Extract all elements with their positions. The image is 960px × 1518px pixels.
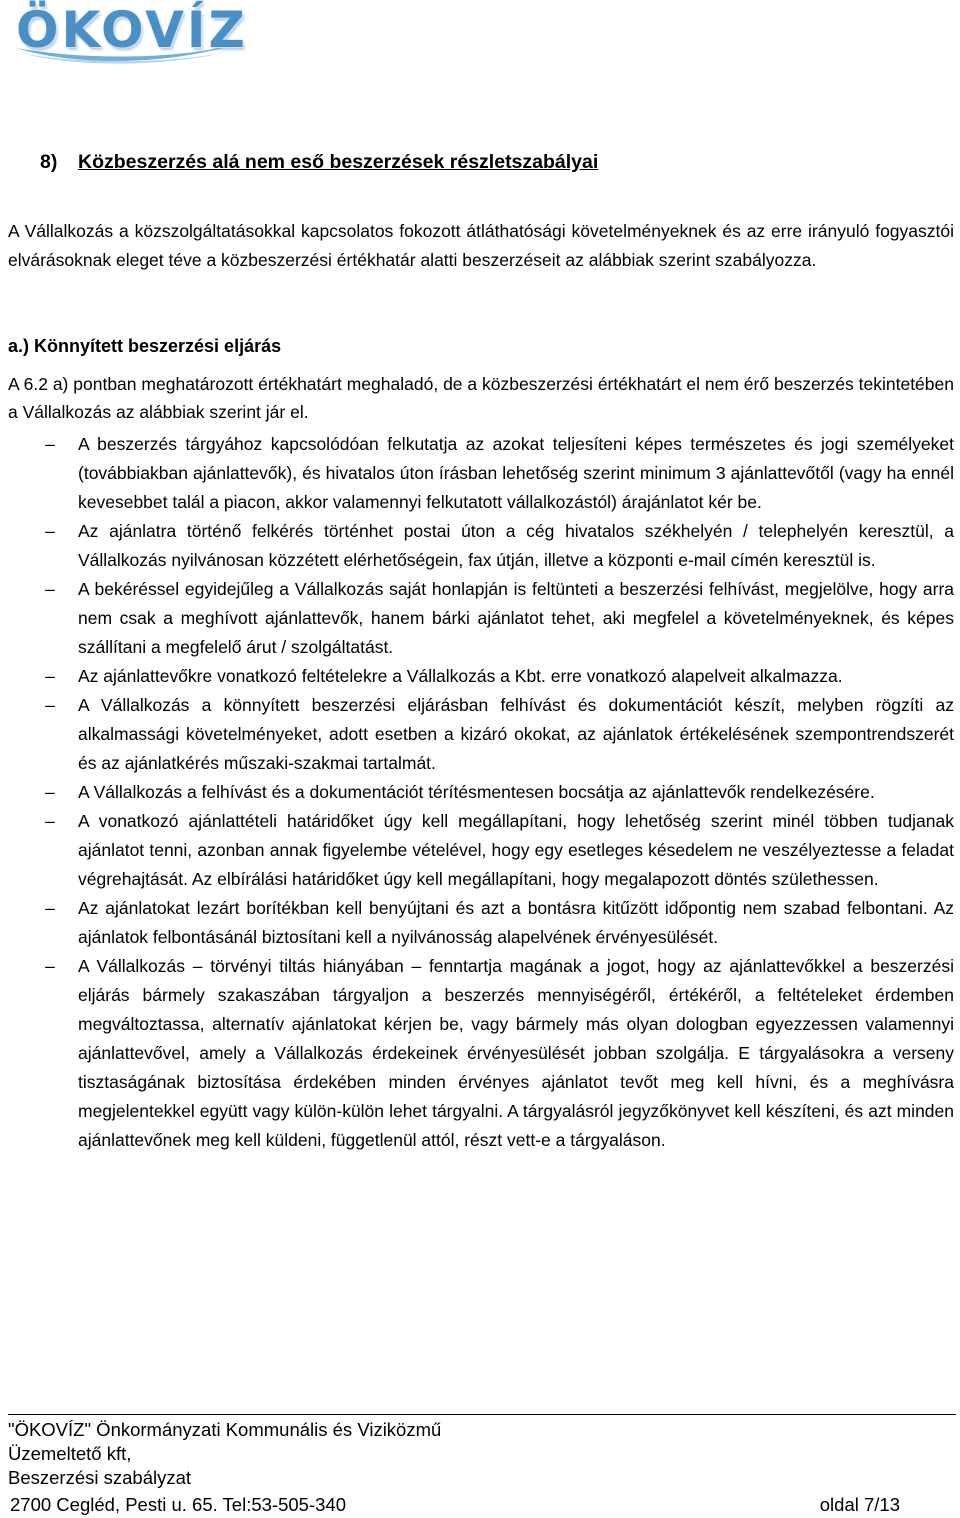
list-item-text: A Vállalkozás a könnyített beszerzési eljárásban felhívást és dokumentációt készít, melyben rögzíti az alkalmassági követelményeket, adott esetben a kizáró okokat, az ajánlatok értékelésének szempontrendszerét és az ajánlatkérés műszaki-szakmai tartalmát. (78, 695, 954, 773)
footer-company (8, 1418, 441, 1490)
procedure-list (0, 430, 960, 1155)
footer-address: 2700 Cegléd, Pesti u. 65. Tel:53-505-340 (10, 1494, 346, 1515)
list-item-text: A vonatkozó ajánlattételi határidőket úgy kell megállapítani, hogy lehetőség szerint minél többen tudjanak ajánlatot tenni, azonban annak figyelembe vételével, hogy egy esetleges késedelem ne veszélyeztesse a feladat végrehajtását. Az elbírálási határidőket úgy kell megállapítani, hogy megalapozott döntés születhessen. (78, 811, 954, 889)
list-item-text: A Vállalkozás a felhívást és a dokumentációt térítésmentesen bocsátja az ajánlattevők rendelkezésére. (78, 782, 875, 802)
list-item (0, 430, 954, 517)
logo-wordmark: ÖKOVÍZ (16, 1, 248, 59)
footer-company-name: "ÖKOVÍZ" Önkormányzati Kommunális és Viziközmű (8, 1419, 442, 1440)
list-item-text: A Vállalkozás – törvényi tiltás hiányában – fenntartja magának a jogot, hogy az ajánlattevőkkel a beszerzési eljárás bármely szakaszában tárgyaljon a beszerzés mennyiségéről, értékéről, a feltételeket érdemben megváltoztassa, alternatív ajánlatokat kérjen be, vagy bármely más olyan dologban egyezzessen valamennyi ajánlattevővel, amely a Vállalkozás érdekeinek érvényesülését jobban szolgálja. E tárgyalásokra a verseny tisztaságának biztosítása érdekében minden érvényes ajánlatot tevőt meg kell hívni, és a meghívásra megjelentekkel együtt vagy külön-külön lehet tárgyalni. A tárgyalásról jegyzőkönyvet kell készíteni, és azt minden ajánlattevőnek meg kell küldeni, függetlenül attól, részt vett-e a tárgyaláson. (78, 956, 954, 1150)
list-item-text: Az ajánlatokat lezárt borítékban kell benyújtani és azt a bontásra kitűzött időpontig nem szabad felbontani. Az ajánlatok felbontásánál biztosítani kell a nyilvánosság alapelvének érvényesülését. (78, 898, 954, 947)
footer-company-name-cont: Üzemeltető kft, (8, 1443, 132, 1464)
list-dash-marker: – (45, 666, 55, 686)
subsection-paragraph: A 6.2 a) pontban meghatározott értékhatárt meghaladó, de a közbeszerzési értékhatárt el nem érő beszerzés tekintetében a Vállalkozás az alábbiak szerint jár el. (8, 374, 954, 422)
list-item (0, 807, 954, 894)
section-title: Közbeszerzés alá nem eső beszerzések részletszabályai (78, 151, 599, 173)
list-dash-marker: – (45, 434, 55, 454)
list-item-text: A bekéréssel egyidejűleg a Vállalkozás saját honlapján is feltünteti a beszerzési felhívást, megjelölve, hogy arra nem csak a meghívott ajánlattevők, hanem bárki ajánlatot tehet, aki megfelel a követelményeknek, és képes szállítani a megfelelő árut / szolgáltatást. (78, 579, 954, 657)
list-item (0, 894, 954, 952)
list-dash-marker: – (45, 898, 55, 918)
list-item-text: Az ajánlattevőkre vonatkozó feltételekre a Vállalkozás a Kbt. erre vonatkozó alapelveit alkalmazza. (78, 666, 843, 686)
section-number: 8) (40, 151, 58, 173)
subsection-title: a.) Könnyített beszerzési eljárás (8, 336, 282, 356)
footer-bottom-row (10, 1493, 900, 1517)
list-dash-marker: – (45, 956, 55, 976)
list-item-text: A beszerzés tárgyához kapcsolódóan felkutatja az azokat teljesíteni képes természetes és jogi személyeket (továbbiakban ajánlattevők), és hivatalos úton írásban lehetőség szerint minimum 3 ajánlattevőtől (vagy ha ennél kevesebbet talál a piacon, akkor valamennyi felkutatott vállalkozástól) árajánlatot kér be. (78, 434, 954, 512)
list-item (0, 778, 954, 807)
list-item (0, 575, 954, 662)
list-item (0, 517, 954, 575)
list-item (0, 952, 954, 1155)
list-dash-marker: – (45, 521, 55, 541)
list-dash-marker: – (45, 811, 55, 831)
section-heading (40, 150, 598, 174)
list-dash-marker: – (45, 782, 55, 802)
page-number: oldal 7/13 (819, 1494, 900, 1515)
footer-document-name: Beszerzési szabályzat (8, 1467, 192, 1488)
intro-paragraph: A Vállalkozás a közszolgáltatásokkal kapcsolatos fokozott átláthatósági követelményeknek és az erre irányuló fogyasztói elvárásoknak eleget téve a közbeszerzési értékhatár alatti beszerzéseit az alábbiak szerint szabályozza. (8, 221, 954, 270)
list-dash-marker: – (45, 695, 55, 715)
company-logo (8, 0, 248, 64)
list-item-text: Az ajánlatra történő felkérés történhet postai úton a cég hivatalos székhelyén / telephelyén keresztül, a Vállalkozás nyilvánosan közzétett elérhetőségein, fax útján, illetve a központi e-mail címén keresztül is. (78, 521, 954, 570)
list-item (0, 662, 954, 691)
list-item (0, 691, 954, 778)
list-dash-marker: – (45, 579, 55, 599)
footer-divider (8, 1414, 956, 1415)
